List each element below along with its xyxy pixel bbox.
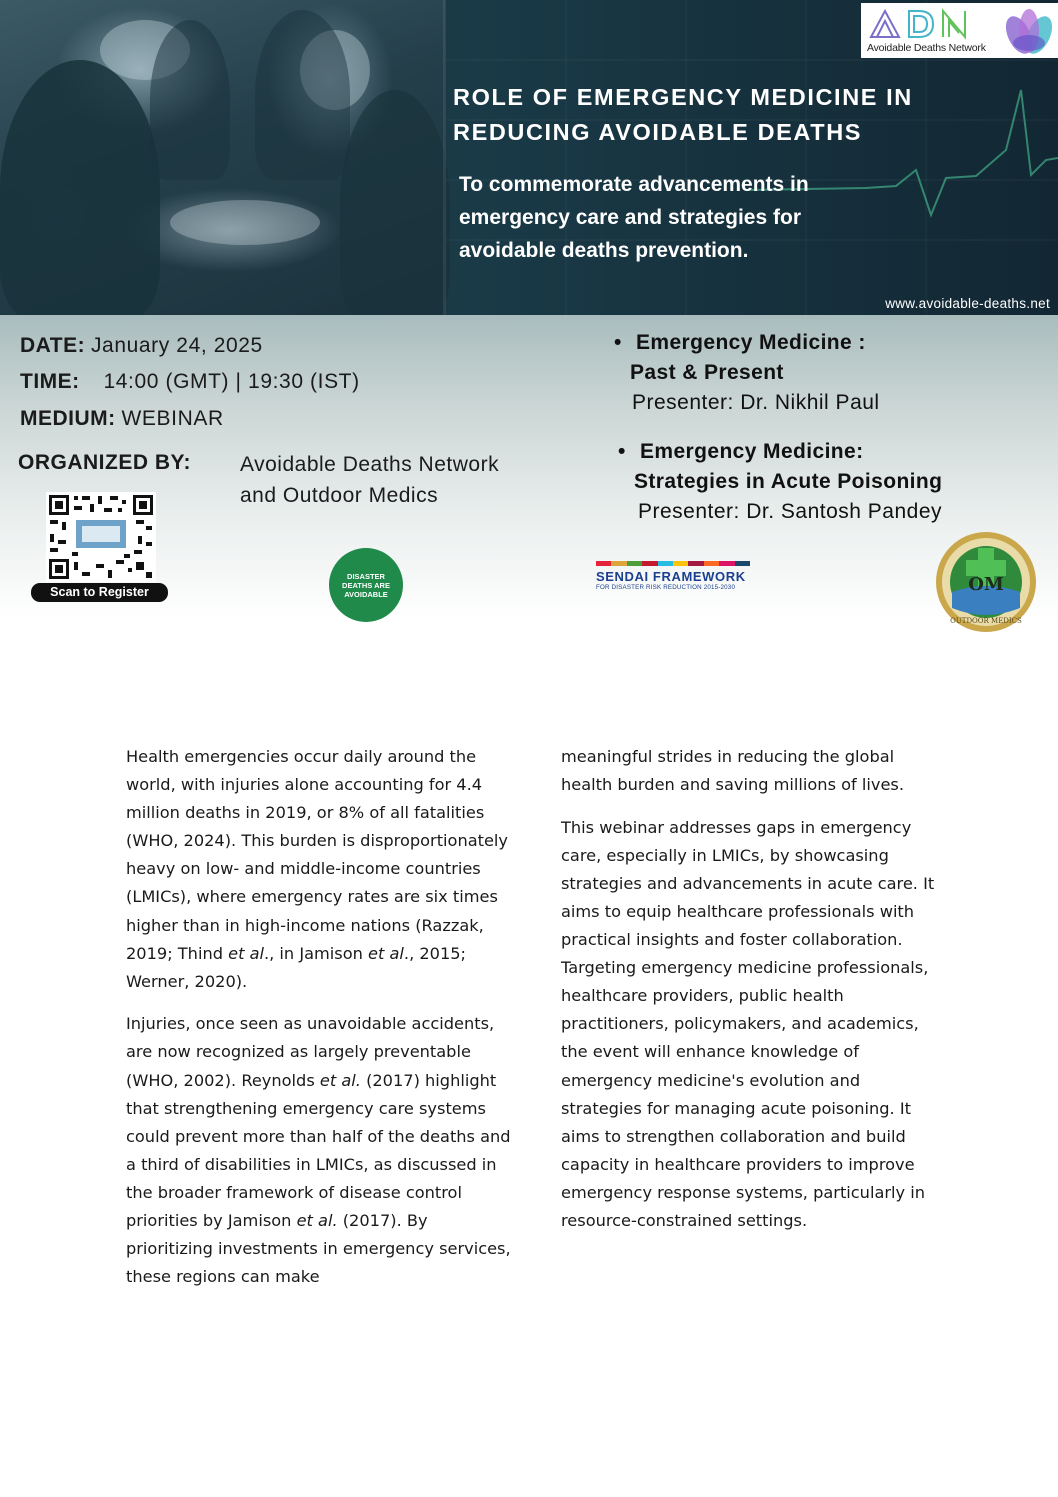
italic-citation: et al. <box>296 1211 338 1230</box>
sendai-subtitle: FOR DISASTER RISK REDUCTION 2015-2030 <box>596 584 736 591</box>
time-row <box>20 370 360 394</box>
adn-letters-icon <box>867 7 983 41</box>
session-2 <box>618 437 943 527</box>
date-value: January 24, 2025 <box>90 334 263 357</box>
paragraph-text: meaningful strides in reducing the global health burden and saving millions of lives. <box>561 747 905 795</box>
date-row <box>20 334 263 358</box>
subtitle-line-2: emergency care and strategies for <box>459 206 801 229</box>
organizer-line-2: and Outdoor Medics <box>240 484 439 507</box>
event-subtitle <box>459 168 999 267</box>
time-label: TIME: <box>20 370 80 393</box>
scan-to-register-label[interactable]: Scan to Register <box>31 583 168 602</box>
paragraph-text: Injuries, once seen as unavoidable accidents, are now recognized as largely preventable (WHO, 2002). Reynolds <box>126 1014 495 1090</box>
paragraph-text: ., in Jamison <box>264 943 369 963</box>
medium-label: MEDIUM: <box>20 407 116 430</box>
sendai-bar <box>735 561 750 566</box>
sendai-title: SENDAI FRAMEWORK <box>596 569 746 584</box>
register-qr-code[interactable] <box>46 492 156 582</box>
lotus-petals-icon <box>1001 5 1057 57</box>
session-2-subtitle: Strategies in Acute Poisoning <box>634 470 943 493</box>
surgery-photo <box>0 0 445 315</box>
time-value: 14:00 (GMT) | 19:30 (IST) <box>103 370 360 393</box>
organizer-line-1: Avoidable Deaths Network <box>240 453 500 476</box>
session-1-subtitle: Past & Present <box>630 361 784 384</box>
sendai-framework-logo <box>596 561 752 601</box>
title-line-2: REDUCING AVOIDABLE DEATHS <box>453 119 863 145</box>
medium-row <box>20 407 224 431</box>
session-1-presenter: Presenter: Dr. Nikhil Paul <box>632 391 880 414</box>
organizers <box>240 449 499 511</box>
paragraph-text: ., 2015; Werner, 2020). <box>126 943 467 991</box>
body-paragraph <box>126 743 516 996</box>
disaster-badge-text: DISASTER DEATHS ARE AVOIDABLE <box>342 571 390 599</box>
outdoor-medics-logo <box>934 530 1038 634</box>
sendai-bar <box>673 561 688 566</box>
body-paragraph <box>126 1010 516 1291</box>
body-paragraph <box>561 814 946 1235</box>
title-line-1: ROLE OF EMERGENCY MEDICINE IN <box>453 84 913 110</box>
avoidable-deaths-network-logo <box>861 3 1058 58</box>
paragraph-text: This webinar addresses gaps in emergency care, especially in LMICs, by showcasing strategies and advancements in acute care. It aims to equip healthcare professionals with practical insights and foster collaboration. Targeting emergency medicine professionals, healthcare providers, public health practitioners, policymakers, and academics, the event will enhance knowledge of emergency medicine's evolution and strategies for managing acute poisoning. It aims to strengthen collaboration and build capacity in healthcare providers to improve emergency response systems, particularly in resource-constrained settings. <box>561 817 935 1230</box>
sendai-bar <box>642 561 657 566</box>
event-banner <box>0 0 1058 315</box>
session-1 <box>614 328 880 418</box>
body-paragraph <box>561 743 946 799</box>
organized-row <box>18 451 191 475</box>
paragraph-text: (2017). By prioritizing investments in emergency services, these regions can make <box>126 1211 511 1287</box>
om-ring-text: OUTDOOR MEDICS <box>950 617 1022 625</box>
italic-citation: et al. <box>319 1070 361 1090</box>
sendai-bar <box>596 561 611 566</box>
website-url[interactable]: www.avoidable-deaths.net <box>885 296 1050 311</box>
sendai-bar <box>611 561 626 566</box>
event-details <box>0 315 1058 625</box>
subtitle-line-1: To commemorate advancements in <box>459 173 809 196</box>
paragraph-text: Health emergencies occur daily around the world, with injuries alone accounting for 4.4 million deaths in 2019, or 8% of all fatalities (WHO, 2024). This burden is disproportionately heavy on low- and middle-income countries (LMICs), where emergency rates are six times higher than in high-income nations (Razzak, 2019; Thind <box>126 747 509 963</box>
medium-value: WEBINAR <box>121 407 224 430</box>
date-label: DATE: <box>20 334 86 357</box>
sendai-bar <box>627 561 642 566</box>
sendai-bar <box>658 561 673 566</box>
paragraph-text: (2017) highlight that strengthening emergency care systems could prevent more than half of the deaths and a third of disabilities in LMICs, as discussed in the broader framework of disease control priorities by Jamison <box>126 1070 511 1230</box>
sendai-bar <box>719 561 734 566</box>
bullet-icon: • <box>618 440 626 463</box>
sendai-color-bars <box>596 561 750 566</box>
body-column-left <box>126 743 516 1306</box>
organized-label: ORGANIZED BY: <box>18 451 191 474</box>
italic-citation: et al <box>228 943 264 963</box>
disaster-deaths-avoidable-badge <box>329 548 403 622</box>
subtitle-line-3: avoidable deaths prevention. <box>459 239 749 262</box>
session-1-title: Emergency Medicine : <box>636 331 866 354</box>
sendai-bar <box>704 561 719 566</box>
om-letters: OM <box>968 574 1004 595</box>
sendai-bar <box>688 561 703 566</box>
body-column-right <box>561 743 946 1250</box>
session-2-title: Emergency Medicine: <box>640 440 864 463</box>
italic-citation: et al <box>368 943 404 963</box>
bullet-icon: • <box>614 331 622 354</box>
event-title <box>453 80 1053 150</box>
session-2-presenter: Presenter: Dr. Santosh Pandey <box>638 500 942 523</box>
logo-caption: Avoidable Deaths Network <box>867 42 986 54</box>
